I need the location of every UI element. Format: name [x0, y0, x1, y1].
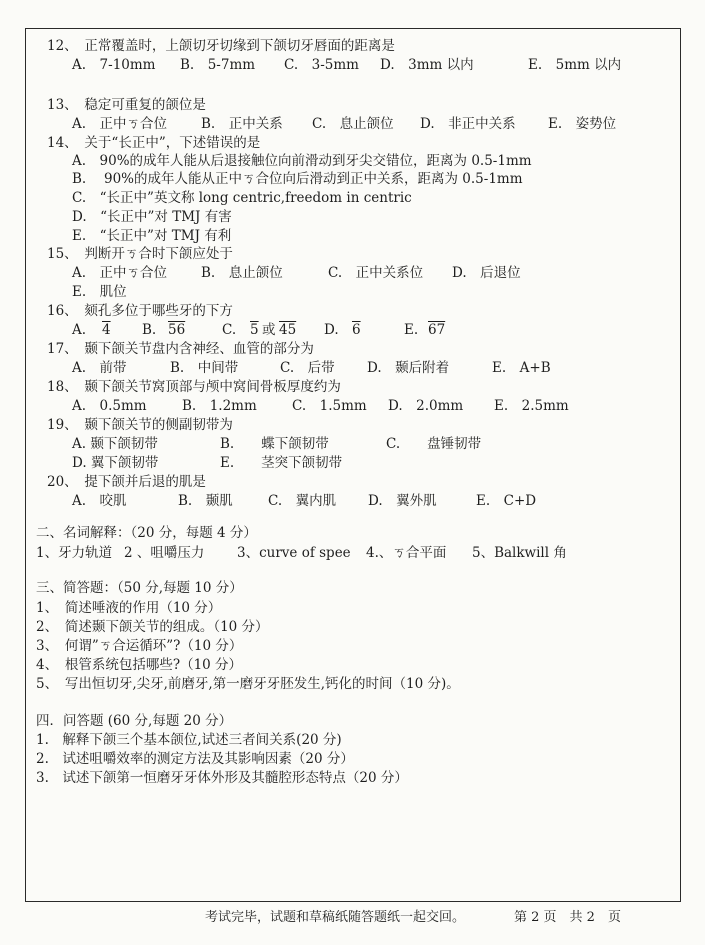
- q13-option-b: B. 正中关系: [201, 116, 283, 132]
- q15-option-b: B. 息止颌位: [201, 265, 283, 281]
- q12-option-d: D. 3mm 以内: [380, 57, 474, 73]
- q18-option-c: C. 1.5mm: [292, 398, 367, 414]
- question-12: 12、 正常覆盖时，上颌切牙切缘到下颌切牙唇面的距离是: [47, 38, 395, 54]
- section-2-title: 二、名词解释：（20 分，每题 4 分）: [36, 525, 257, 541]
- sec3-item-2: 2、 简述颞下颌关节的组成。（10 分）: [36, 619, 269, 635]
- q12-option-c: C. 3-5mm: [284, 57, 359, 73]
- q19-option-a: A. 颞下颌韧带: [72, 436, 158, 452]
- q14-option-d: D. “长正中”对 TMJ 有害: [72, 209, 232, 225]
- q14-option-c: C. “长正中”英文称 long centric,freedom in centric: [72, 190, 412, 206]
- q14-option-b: B. 90%的成年人能从正中ㄎ合位向后滑动到正中关系，距离为 0.5-1mm: [72, 171, 523, 187]
- sec2-term-3: 3、curve of spee: [237, 545, 351, 561]
- q13-option-e: E. 姿势位: [548, 116, 617, 132]
- q12-option-b: B. 5-7mm: [180, 57, 256, 73]
- q18-option-a: A. 0.5mm: [72, 398, 147, 414]
- q16-option-c-label: C.: [222, 322, 237, 338]
- sec2-term-2: 2 、咀嚼压力: [124, 545, 205, 561]
- q19-option-d: D. 翼下颌韧带: [72, 455, 159, 471]
- q15-option-a: A. 正中ㄎ合位: [72, 265, 168, 281]
- sec4-item-3: 3. 试述下颌第一恒磨牙牙体外形及其髓腔形态特点（20 分）: [36, 770, 408, 786]
- question-17: 17、 颞下颌关节盘内含神经、血管的部分为: [47, 341, 314, 357]
- q16-option-e-value: 67: [428, 322, 446, 338]
- question-16: 16、 颏孔多位于哪些牙的下方: [47, 303, 233, 319]
- sec2-term-4: 4.、ㄎ合平面: [366, 545, 447, 561]
- q16-option-b-value: 56: [168, 322, 186, 338]
- q16-option-d-label: D.: [324, 322, 339, 338]
- q16-option-a-value: 4: [102, 322, 111, 338]
- sec4-item-1: 1. 解释下颌三个基本颌位,试述三者间关系(20 分): [36, 732, 342, 748]
- q14-option-e: E. “长正中”对 TMJ 有利: [72, 228, 232, 244]
- sec3-item-5: 5、 写出恒切牙,尖牙,前磨牙,第一磨牙牙胚发生,钙化的时间（10 分)。: [36, 676, 460, 692]
- q15-option-c: C. 正中关系位: [328, 265, 424, 281]
- q20-option-c: C. 翼内肌: [268, 493, 337, 509]
- q17-option-e: E. A+B: [492, 360, 551, 376]
- q16-option-b-label: B.: [142, 322, 157, 338]
- page-number: 第 2 页 共 2 页: [514, 910, 621, 925]
- sec3-item-1: 1、 简述唾液的作用（10 分）: [36, 600, 222, 616]
- q17-option-d: D. 颞后附着: [367, 360, 450, 376]
- question-14: 14、 关于“长正中”，下述错误的是: [47, 135, 261, 151]
- sec3-item-3: 3、 何谓”ㄎ合运循环”?（10 分）: [36, 638, 243, 654]
- q18-option-e: E. 2.5mm: [494, 398, 569, 414]
- section-4-title: 四．问答题 (60 分,每题 20 分）: [36, 713, 233, 729]
- q13-option-c: C. 息止颌位: [312, 116, 394, 132]
- q18-option-b: B. 1.2mm: [182, 398, 257, 414]
- q16-option-a-label: A.: [72, 322, 87, 338]
- question-19: 19、 颞下颌关节的侧副韧带为: [47, 417, 233, 433]
- q20-option-d: D. 翼外肌: [368, 493, 437, 509]
- q19-option-e: E. 茎突下颌韧带: [220, 455, 343, 471]
- q16-option-d-value: 6: [352, 322, 361, 338]
- footer-note: 考试完毕，试题和草稿纸随答题纸一起交回。: [205, 910, 466, 925]
- q16-option-c-value2: 45: [279, 322, 297, 338]
- q17-option-a: A. 前带: [72, 360, 127, 376]
- q19-option-b: B. 蝶下颌韧带: [220, 436, 329, 452]
- q16-option-e-label: E.: [404, 322, 419, 338]
- q14-option-a: A. 90%的成年人能从后退接触位向前滑动到牙尖交错位，距离为 0.5-1mm: [72, 153, 532, 169]
- q20-option-b: B. 颞肌: [178, 493, 233, 509]
- q16-option-c-value1: 5: [250, 322, 259, 338]
- q16-option-c-or: 或: [262, 322, 276, 338]
- q13-option-a: A. 正中ㄎ合位: [72, 116, 168, 132]
- sec3-item-4: 4、 根管系统包括哪些?（10 分）: [36, 657, 243, 673]
- section-3-title: 三、简答题：（50 分,每题 10 分）: [36, 580, 243, 596]
- question-15: 15、 判断开ㄎ合时下颌应处于: [47, 246, 233, 262]
- sec2-term-1: 1、牙力轨道: [36, 545, 113, 561]
- q12-option-e: E. 5mm 以内: [528, 57, 622, 73]
- sec2-term-5: 5、Balkwill 角: [472, 545, 567, 561]
- q20-option-e: E. C+D: [476, 493, 537, 509]
- q12-option-a: A. 7-10mm: [72, 57, 156, 73]
- q20-option-a: A. 咬肌: [72, 493, 127, 509]
- q18-option-d: D. 2.0mm: [388, 398, 464, 414]
- q19-option-c: C. 盘锤韧带: [386, 436, 482, 452]
- q17-option-b: B. 中间带: [170, 360, 239, 376]
- question-18: 18、 颞下颌关节窝顶部与颅中窝间骨板厚度约为: [47, 379, 341, 395]
- q17-option-c: C. 后带: [280, 360, 335, 376]
- sec4-item-2: 2. 试述咀嚼效率的测定方法及其影响因素（20 分）: [36, 751, 354, 767]
- q13-option-d: D. 非正中关系: [420, 116, 516, 132]
- question-20: 20、 提下颌并后退的肌是: [47, 474, 206, 490]
- question-13: 13、 稳定可重复的颌位是: [47, 97, 206, 113]
- q15-option-d: D. 后退位: [452, 265, 521, 281]
- q15-option-e: E. 肌位: [72, 284, 127, 300]
